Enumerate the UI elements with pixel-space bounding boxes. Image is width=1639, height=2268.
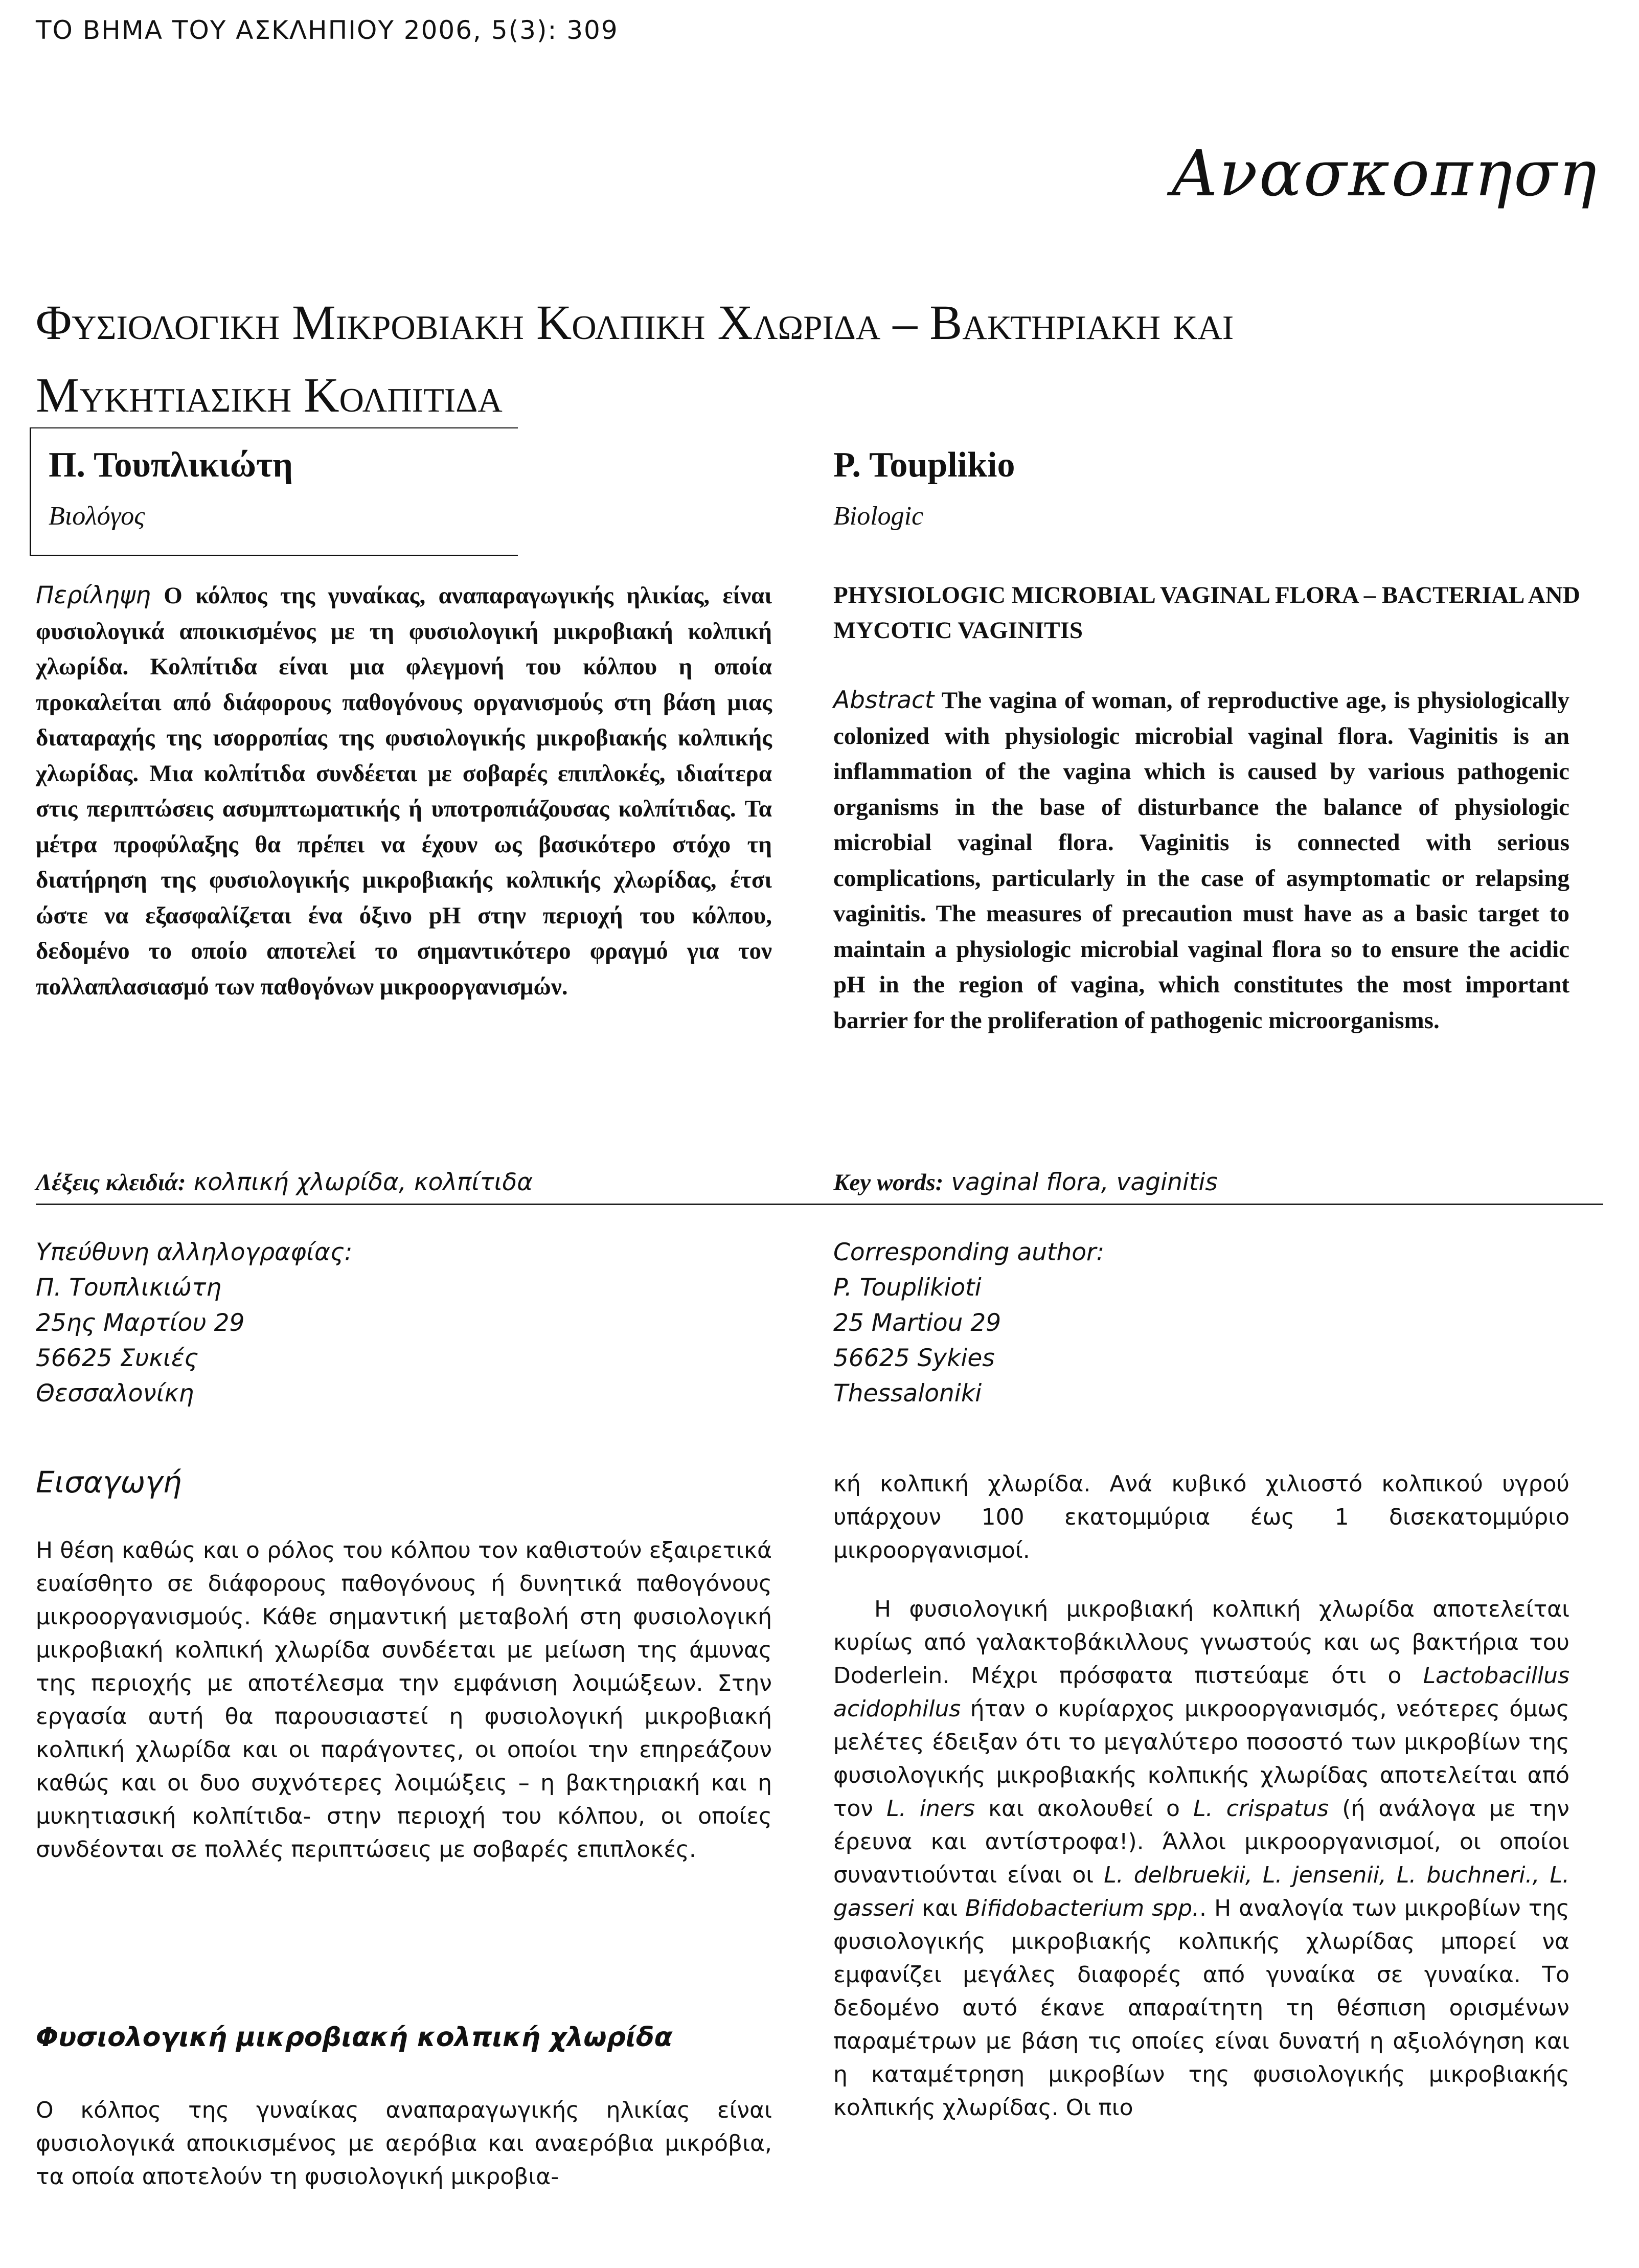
correspondence-greek [36,1235,352,1411]
abstract-label-english: Abstract [833,686,935,714]
paragraph-segment: και [914,1895,966,1921]
abstract-text-greek: Ο κόλπος της γυναίκας, αναπαραγωγικής ηλικίας, είναι φυσιολογικά αποικισμένος με τη φυσιολογική μικροβιακή κολπική χλωρίδα. Κολπίτιδα είναι μια φλεγμονή του κόλπου η οποία προκαλείται από διάφορους παθογόνους οργανισμούς στη βάση μιας διαταραχής της ισορροπίας της φυσιολογικής μικροβιακής κολπικής χλωρίδας. Μια κολπίτιδα συνδέεται με σοβαρές επιπλοκές, ιδιαίτερα στις περιπτώσεις ασυμπτωματικής ή υποτροπιάζουσας κολπίτιδας. Τα μέτρα προφύλαξης θα πρέπει να έχουν ως βασικότερο στόχο τη διατήρηση της φυσιολογικής μικροβιακής κολπικής χλωρίδας, έτσι ώστε να εξασφαλίζεται ένα όξινο pH στην περιοχή του κόλπου, δεδομένο το οποίο αποτελεί το σημαντικότερο φραγμό για τον πολλαπλασιασμό των παθογόνων μικροοργανισμών. [36,582,772,1000]
right-column-paragraph-2 [833,1593,1569,2124]
right-column-paragraph-1: κή κολπική χλωρίδα. Ανά κυβικό χιλιοστό κολπικού υγρού υπάρχουν 100 εκατομμύρια έως 1 δισεκατομμύριο μικροοργανισμοί. [833,1471,1569,1563]
species-name: L. delbruekii, L. jensenii, L. buchneri., L. gasseri [833,1862,1569,1921]
keywords-label-greek: Λέξεις κλειδιά: [36,1169,186,1196]
keywords-text-greek: κολπική χλωρίδα, κολπίτιδα [193,1168,533,1196]
corr-postcode-greek: 56625 Συκιές [36,1344,198,1372]
corr-label-english: Corresponding author: [833,1238,1105,1266]
keywords-greek [36,1168,533,1196]
corr-postcode-english: 56625 Sykies [833,1344,995,1372]
species-name: L. crispatus [1193,1796,1329,1822]
author-name-greek: Π. Τουπλικιώτη [49,445,293,485]
keywords-label-english: Key words: [833,1169,944,1196]
corr-street-english: 25 Martiou 29 [833,1309,1001,1337]
flora-text: Ο κόλπος της γυναίκας αναπαραγωγικής ηλικίας είναι φυσιολογικά αποικισμένος με αερόβια και αναερόβια μικρόβια, τα οποία αποτελούν τη φυσιολογική μικροβια- [36,2097,772,2190]
paragraph-segment: . Η αναλογία των μικροβίων της φυσιολογικής μικροβιακής κολπικής χλωρίδας μπορεί να εμφανίζει μεγάλες διαφορές από γυναίκα σε γυναίκα. Το δεδομένο αυτό έκανε απαραίτητη τη θέσπιση ορισμένων παραμέτρων με βάση τις οποίες είναι δυνατή η αξιολόγηση και η καταμέτρηση μικροβίων της φυσιολογικής μικροβιακής κολπικής χλωρίδας. Οι πιο [833,1895,1569,2121]
author-affiliation-greek: Βιολόγος [49,502,145,531]
abstract-text-english: The vagina of woman, of reproductive age, is physiologically colonized with physiologic microbial vaginal flora. Vaginitis is an inflammation of the vagina which is caused by various pathogenic organisms in the base of disturbance the balance of physiologic microbial vaginal flora. Vaginitis is connected with serious complications, particularly in the case of asymptomatic or relapsing vaginitis. The measures of precaution must have as a basic target to maintain a physiologic microbial vaginal flora so to ensure the acidic pH in the region of vagina, which constitutes the most important barrier for the proliferation of pathogenic microorganisms. [833,687,1570,1034]
keywords-english [833,1168,1218,1196]
flora-heading: Φυσιολογική μικροβιακή κολπική χλωρίδα [36,2022,673,2053]
author-name-english: P. Touplikio [833,445,1015,485]
intro-heading: Εισαγωγή [36,1465,182,1500]
intro-text: Η θέση καθώς και ο ρόλος του κόλπου τον καθιστούν εξαιρετικά ευαίσθητο σε διάφορους παθογόνους ή δυνητικά παθογόνους μικροοργανισμούς. Κάθε σημαντική μεταβολή στη φυσιολογική μικροβιακή κολπική χλωρίδα συνδέεται με μείωση της άμυνας της περιοχής με αποτέλεσμα την εμφάνιση λοιμώξεων. Στην εργασία αυτή θα παρουσιαστεί η φυσιολογική μικροβιακή κολπική χλωρίδα και οι παράγοντες, οι οποίοι την επηρεάζουν καθώς και οι δυο συχνότερες λοιμώξεις – η βακτηριακή και η μυκητιασική κολπίτιδα- στην περιοχή του κόλπου, οι οποίες συνδέονται σε πολλές περιπτώσεις με σοβαρές επιπλοκές. [36,1537,772,1863]
paragraph-segment: Η φυσιολογική μικροβιακή κολπική χλωρίδα αποτελείται κυρίως από γαλακτοβάκιλλους γνωστούς και ως βακτήρια του Doderlein. Μέχρι πρόσφατα πιστεύαμε ότι ο [833,1596,1569,1689]
author-affiliation-english: Biologic [833,502,924,531]
article-title-greek: Φυσιολογικη Μικροβιακη Κολπικη Χλωριδα – Βακτηριακη και Μυκητιασικη Κολπιτιδα [36,295,1234,422]
keywords-text-english: vaginal flora, vaginitis [951,1168,1218,1196]
corr-city-greek: Θεσσαλονίκη [36,1379,194,1408]
species-name: Bifidobacterium spp. [965,1895,1200,1921]
corr-label-greek: Υπεύθυνη αλληλογραφίας: [36,1238,353,1266]
paragraph-segment: ήταν ο κυρίαρχος μικροοργανισμός, νεότερες όμως μελέτες έδειξαν ότι το μεγαλύτερο ποσοστό των μικροβίων της φυσιολογικής μικροβιακής κολπικής χλωρίδας αποτελείται από τον [833,1696,1569,1822]
paragraph-segment: (ή ανάλογα με την έρευνα και αντίστροφα!). Άλλοι μικροοργανισμοί, οι οποίοι συναντιούνται είναι οι [833,1796,1569,1888]
species-name: Lactobacillus acidophilus [833,1663,1569,1722]
corr-name-english: P. Touplikioti [833,1274,982,1302]
section-label: Ανασκοπηση [1171,137,1598,211]
article-title-english: PHYSIOLOGIC MICROBIAL VAGINAL FLORA – BACTERIAL AND MYCOTIC VAGINITIS [833,582,1580,644]
running-head: ΤΟ ΒΗΜΑ ΤΟΥ ΑΣΚΛΗΠΙΟΥ 2006, 5(3): 309 [36,15,619,45]
species-name: L. iners [886,1796,975,1822]
corr-city-english: Thessaloniki [833,1379,982,1408]
correspondence-english [833,1235,1104,1411]
abstract-label-greek: Περίληψη [36,581,151,609]
corr-street-greek: 25ης Μαρτίου 29 [36,1309,245,1337]
abstract-english [833,683,1569,1038]
paragraph-segment: και ακολουθεί ο [974,1796,1194,1822]
corr-name-greek: Π. Τουπλικιώτη [36,1274,221,1302]
abstract-greek [36,578,772,1005]
section-divider [36,1204,1603,1205]
